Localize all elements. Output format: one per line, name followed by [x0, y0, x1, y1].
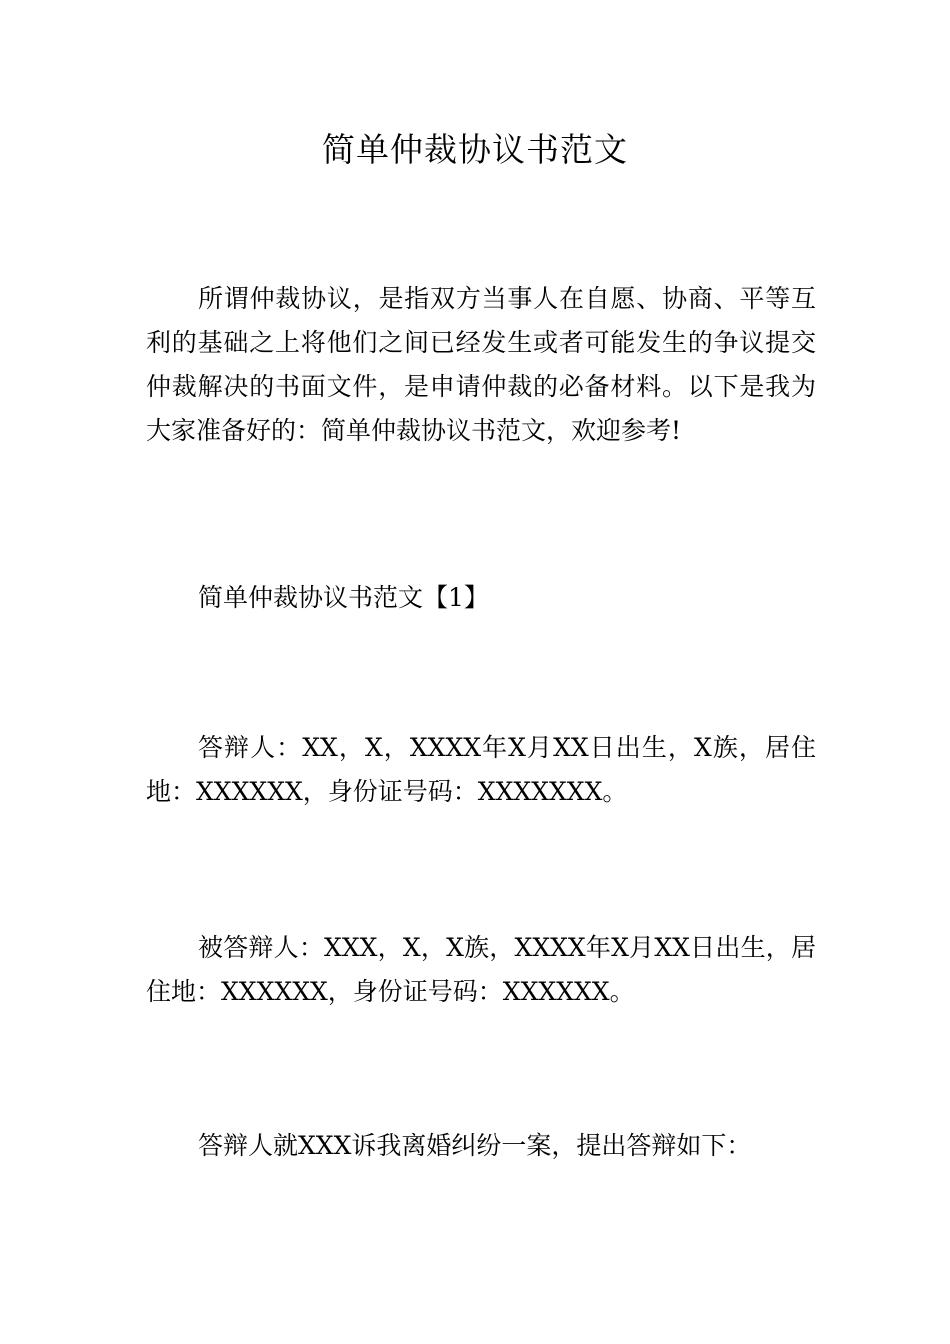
intro-paragraph: 所谓仲裁协议，是指双方当事人在自愿、协商、平等互利的基础之上将他们之间已经发生或者可能发生的争议提交仲裁解决的书面文件，是申请仲裁的必备材料。以下是我为大家准备好的：简单仲裁协议书范文，欢迎参考! [146, 284, 816, 445]
section-heading: 简单仲裁协议书范文【1】 [198, 583, 489, 612]
defense-intro-paragraph: 答辩人就XXX诉我离婚纠纷一案，提出答辩如下： [198, 1131, 752, 1160]
claimant-paragraph: 被答辩人：XXX，X，X族，XXXX年X月XX日出生，居住地：XXXXXX，身份证号码：XXXXXX。 [146, 933, 816, 1006]
respondent-paragraph: 答辩人：XX，X，XXXX年X月XX日出生，X族，居住地：XXXXXX，身份证号码：XXXXXXX。 [146, 733, 816, 806]
document-title: 简单仲裁协议书范文 [322, 130, 628, 169]
